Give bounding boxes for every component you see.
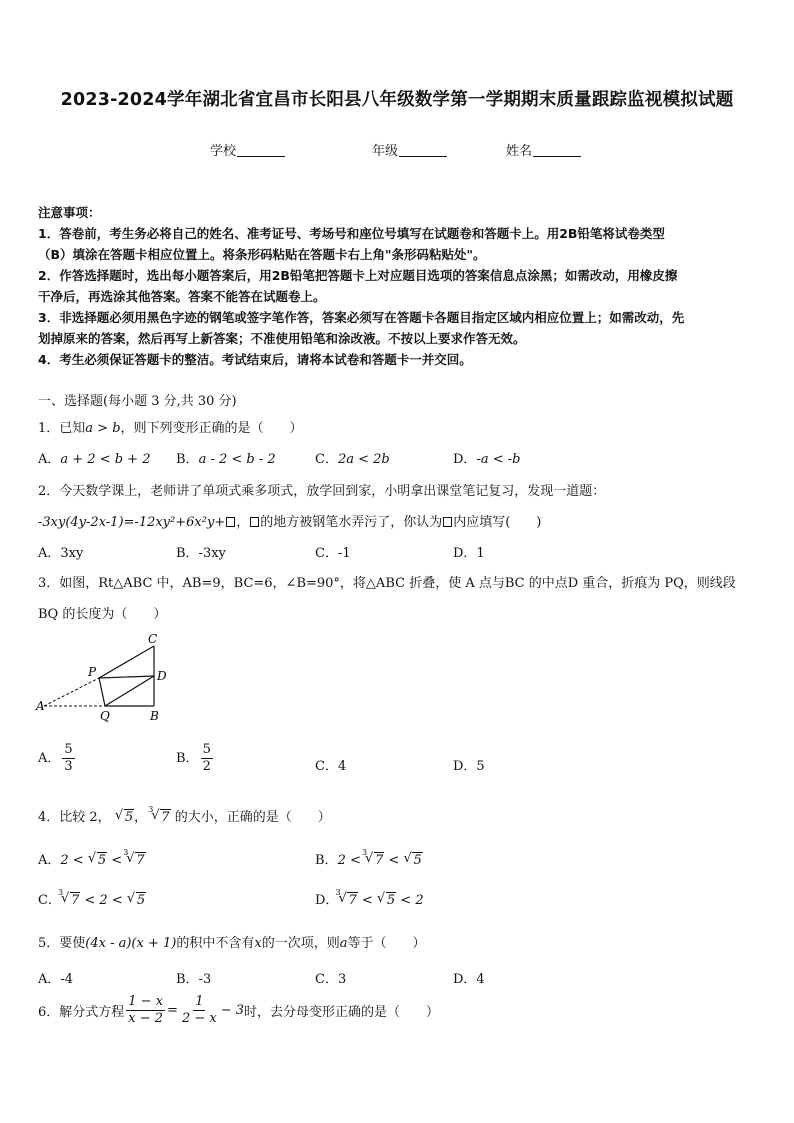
blank-box-icon [443,517,452,527]
question-1: 1．已知a > b，则下列变形正确的是（ ） [38,421,303,436]
section-heading: 一、选择题(每小题 3 分,共 30 分) [38,394,237,409]
label-a: A [36,699,45,713]
notice-line: 1．答卷前，考生务必将自己的姓名、准考证号、考场号和座位号填写在试题卷和答题卡上。用2B铅笔将试卷类型 [38,226,665,241]
question-3: 3．如图，Rt△ABC 中，AB=9，BC=6，∠B=90°，将△ABC 折叠，使 A 点与BC 的中点D 重合，折痕为 PQ，则线段 [38,576,736,591]
question-5: 5．要使(4x - a)(x + 1)的积中不含有x的一次项，则a等于（ ） [38,936,426,951]
q1-option-a[interactable]: A．a + 2 < b + 2 [38,452,151,467]
q1-option-b[interactable]: B．a - 2 < b - 2 [176,452,276,467]
label-p: P [88,665,97,679]
question-2-expression: -3xy(4y-2x-1)=-12xy²+6x²y+ ， 的地方被钢笔水弄污了，你认为 内应填写( ) [38,515,542,530]
exam-title: 2023-2024学年湖北省宜昌市长阳县八年级数学第一学期期末质量跟踪监视模拟试题 [60,90,734,110]
notice-line: 4．考生必须保证答题卡的整洁。考试结束后，请将本试卷和答题卡一并交回。 [38,352,472,367]
q5-option-a[interactable]: A．-4 [38,972,74,987]
q3-option-b[interactable]: B． $\frac{5}{2}$ [176,742,211,774]
q2-option-a[interactable]: A．3xy [38,546,84,561]
q2-option-c[interactable]: C．-1 [315,546,351,561]
question-4: 4．比较 2， √ 5， 3 √ 7 的大小，正确的是（ ） [38,805,331,825]
notice-line: 3．非选择题必须用黑色字迹的钢笔或签字笔作答，答案必须写在答题卡各题目指定区域内相应位置上；如需改动，先 [38,310,685,325]
q5-option-c[interactable]: C．3 [315,972,347,987]
blank-box-icon [250,517,259,527]
q4-option-b[interactable]: B．2 < 3 √ 7 < √ 5 [315,848,422,868]
q2-option-d[interactable]: D．1 [453,546,485,561]
question-6: 6．解分式方程 $\frac{1 - x}{x - 2}$ = $\frac{1}{2 - x}$ − 3时，去分母变形正确的是（ ） [38,994,440,1026]
label-q: Q [100,709,110,723]
blank-box-icon [226,517,235,527]
label-b: B [150,709,159,723]
name-field[interactable]: 姓名 [506,140,581,159]
q5-option-b[interactable]: B．-3 [176,972,212,987]
triangle-figure [32,630,182,725]
question-2: 2．今天数学课上，老师讲了单项式乘多项式，放学回到家，小明拿出课堂笔记复习，发现一道题： [38,484,606,499]
q3-option-c[interactable]: C．4 [315,759,347,774]
notice-line: 2．作答选择题时，选出每小题答案后，用2B铅笔把答题卡上对应题目选项的答案信息点涂黑；如需改动，用橡皮擦 [38,268,678,283]
q4-option-c[interactable]: C． 3 √ 7 < 2 < √ 5 [38,888,146,908]
q2-option-b[interactable]: B．-3xy [176,546,226,561]
notice-line: 干净后，再选涂其他答案。答案不能答在试题卷上。 [38,289,326,304]
label-c: C [148,632,158,646]
q4-option-a[interactable]: A．2 < √ 5 < 3 √ 7 [38,848,145,868]
school-field[interactable]: 学校 [210,140,285,159]
q1-option-d[interactable]: D．-a < -b [453,452,521,467]
question-3-cont: BQ 的长度为（ ） [38,607,167,622]
q1-option-c[interactable]: C．2a < 2b [315,452,390,467]
notice-line: （B）填涂在答题卡相应位置上。将条形码粘贴在答题卡右上角"条形码粘贴处"。 [38,247,486,262]
notice-heading: 注意事项： [38,205,101,220]
q5-option-d[interactable]: D．4 [453,972,485,987]
notice-line: 划掉原来的答案，然后再写上新答案；不准使用铅笔和涂改液。不按以上要求作答无效。 [38,331,526,346]
q4-option-d[interactable]: D． 3 √ 7 < √ 5 < 2 [315,888,424,908]
grade-field[interactable]: 年级 [372,140,447,159]
label-d: D [157,669,167,683]
q3-option-a[interactable]: A． $\frac{5}{3}$ [38,742,73,774]
q3-option-d[interactable]: D．5 [453,759,485,774]
